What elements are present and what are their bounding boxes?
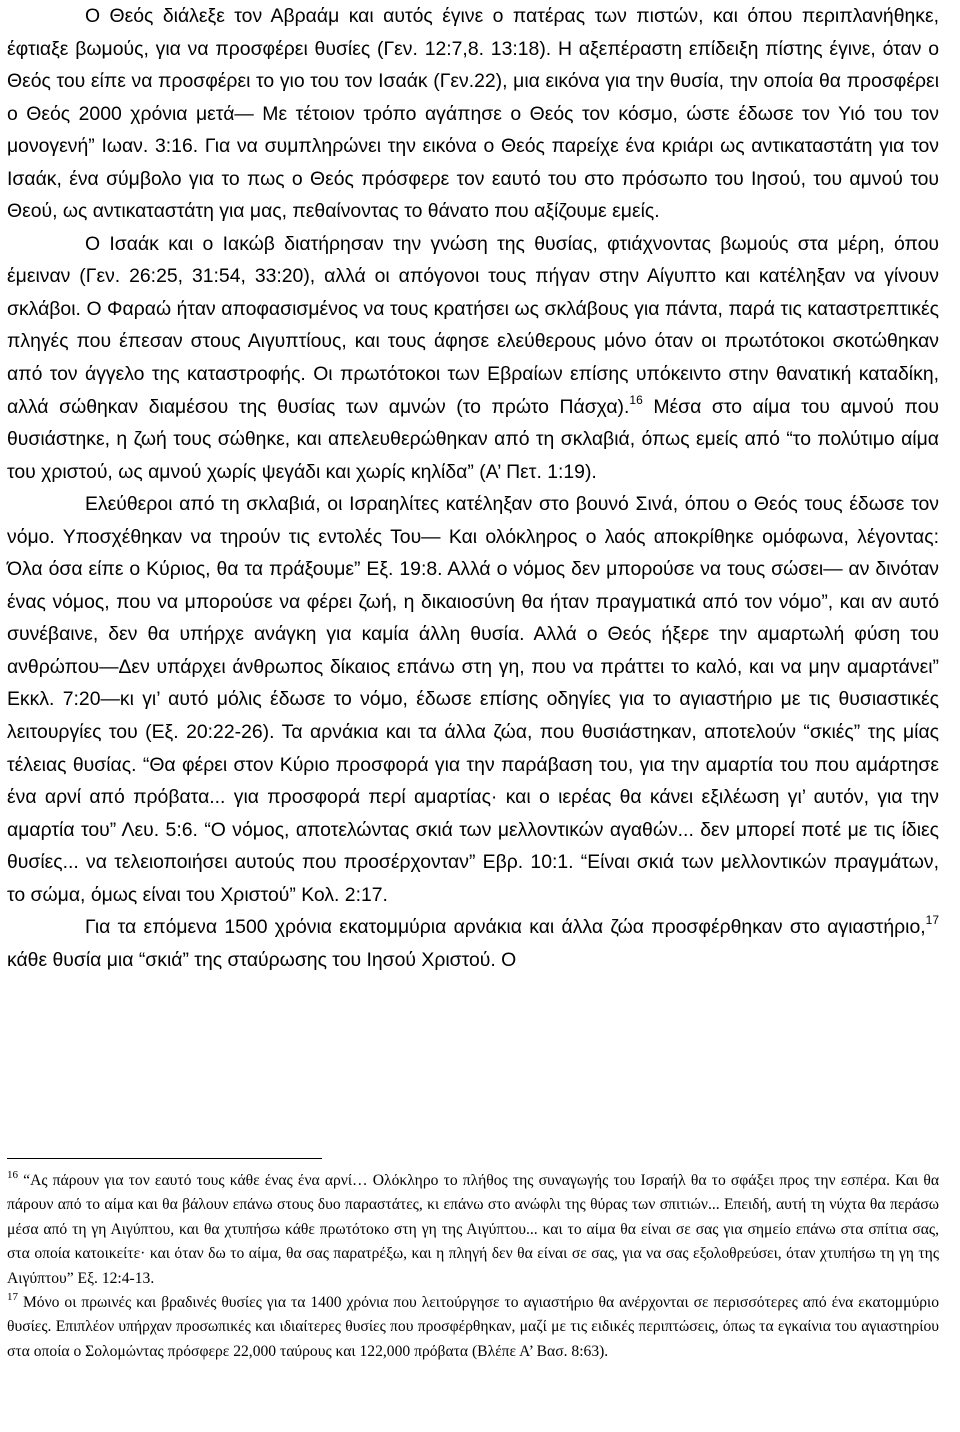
footnote-text: Μόνο οι πρωινές και βραδινές θυσίες για τα 1400 χρόνια που λειτούργησε το αγιαστήριο θα ανέρχονται σε περισσότερες από ένα εκατομμύριο θυσίες. Επιπλέον υπήρχαν προσωπικές και ιδιαίτερες θυσίες που προσφέρθηκαν, μαζί με τις ειδικές περιπτώσεις, όπως τα εγκαίνια του αγιαστηρίου στα οποία ο Σολομώντας πρόσφερε 22,000 ταύρους και 122,000 πρόβατα (Βλέπε Α’ Βασ. 8:63). bbox=[7, 1294, 939, 1360]
footnote-text: “Ας πάρουν για τον εαυτό τους κάθε ένας ένα αρνί… Ολόκληρο το πλήθος της συναγωγής του Ισραήλ θα το σφάξει προς την εσπέρα. Και θα πάρουν από το αίμα και θα βάλουν επάνω στους δυο παραστάτες, κι επάνω στο ανώφλι της θύρας των σπιτιών... Επειδή, αυτή τη νύχτα θα περάσω μέσα από τη γη Αιγύπτου, και θα χτυπήσω κάθε πρωτότοκο στη γη της Αιγύπτου... και το αίμα θα είναι σε σας για σημείο επάνω στα σπίτια σας, στα οποία κατοικείτε· και όταν δω το αίμα, θα σας παρατρέξω, και η πληγή δεν θα είναι σε σας, για να σας εξολοθρεύσει, όταν χτυπήσω τη γη της Αιγύπτου” Εξ. 12:4-13. bbox=[7, 1172, 939, 1287]
document-page bbox=[7, 0, 939, 976]
footnote-17 bbox=[7, 1291, 939, 1364]
paragraph-isaac-jacob bbox=[7, 228, 939, 488]
paragraph-1500-years bbox=[7, 911, 939, 976]
footnote-number: 17 bbox=[7, 1291, 18, 1304]
paragraph-text: κάθε θυσία μια “σκιά” της σταύρωσης του Ιησού Χριστού. Ο bbox=[7, 948, 517, 971]
footnote-16 bbox=[7, 1169, 939, 1291]
paragraph-text: Ο Ισαάκ και ο Ιακώβ διατήρησαν την γνώση της θυσίας, φτιάχνοντας βωμούς στα μέρη, όπου έμειναν (Γεν. 26:25, 31:54, 33:20), αλλά οι απόγονοι τους πήγαν στην Αίγυπτο και κατέληξαν να γίνουν σκλάβοι. Ο Φαραώ ήταν αποφασισμένος να τους κρατήσει ως σκλάβους για πάντα, παρά τις καταστρεπτικές πληγές που έπεσαν στους Αιγυπτίους, και τους άφησε ελεύθερους μόνο όταν οι πρωτότοκοι σκοτώθηκαν από τον άγγελο της καταστροφής. Οι πρωτότοκοι των Εβραίων επίσης υπόκειντο στην θανατική καταδίκη, αλλά σώθηκαν διαμέσου της θυσίας των αμνών (το πρώτο Πάσχα). bbox=[7, 232, 939, 418]
paragraph-abraham bbox=[7, 0, 939, 228]
footnote-number: 16 bbox=[7, 1169, 18, 1181]
paragraph-text: Μέσα στο αίμα του αμνού που θυσιάστηκε, η ζωή τους σώθηκε, και απελευθερώθηκαν από τη σκλαβιά, όπως εμείς από “το πολύτιμο αίμα του χριστού, ως αμνού χωρίς ψεγάδι και χωρίς κηλίδα” (Α’ Πετ. 1:19). bbox=[7, 395, 939, 483]
paragraph-text: Ελεύθεροι από τη σκλαβιά, οι Ισραηλίτες κατέληξαν στο βουνό Σινά, όπου ο Θεός τους έδωσε τον νόμο. Υποσχέθηκαν να τηρούν τις εντολές Του— Και ολόκληρος ο λαός αποκρίθηκε ομόφωνα, λέγοντας: Όλα όσα είπε ο Κύριος, θα τα πράξουμε” Εξ. 19:8. Αλλά ο νόμος δεν μπορούσε να τους σώσει— αν δινόταν ένας νόμος, που να μπορούσε να φέρει ζωή, η δικαιοσύνη θα ήταν πραγματικά από τον νόμο”, και αν αυτό συνέβαινε, δεν θα υπήρχε ανάγκη για καμία άλλη θυσία. Αλλά ο Θεός ήξερε την αμαρτωλή φύση του ανθρώπου—Δεν υπάρχει άνθρωπος δίκαιος επάνω στη γη, που να πράττει το καλό, και να μην αμαρτάνει” Εκκλ. 7:20—κι γι’ αυτό μόλις έδωσε το νόμο, έδωσε επίσης οδηγίες για το αγιαστήριο με τις θυσιαστικές λειτουργίες του (Εξ. 20:22-26). Τα αρνάκια και τα άλλα ζώα, που θυσιάστηκαν, αποτελούν “σκιές” της μίας τέλειας θυσίας. “Θα φέρει στον Κύριο προσφορά για την παράβαση του, για την αμαρτία του που αμάρτησε ένα αρνί από πρόβατα... για προσφορά περί αμαρτίας· και ο ιερέας θα κάνει εξιλέωση γι’ αυτόν, για την αμαρτία του” Λευ. 5:6. “Ο νόμος, αποτελώντας σκιά των μελλοντικών αγαθών... δεν μπορεί ποτέ με τις ίδιες θυσίες... να τελειοποιήσει αυτούς που προσέρχονταν” Εβρ. 10:1. “Είναι σκιά των μελλοντικών πραγμάτων, το σώμα, όμως είναι του Χριστού” Κολ. 2:17. bbox=[7, 493, 939, 906]
footnote-ref-16[interactable]: 16 bbox=[629, 392, 643, 407]
footnote-ref-17[interactable]: 17 bbox=[925, 913, 939, 928]
footnotes-section bbox=[7, 1158, 939, 1364]
footnote-separator bbox=[7, 1158, 322, 1159]
paragraph-sinai-law bbox=[7, 488, 939, 911]
paragraph-text: Ο Θεός διάλεξε τον Αβραάμ και αυτός έγινε ο πατέρας των πιστών, και όπου περιπλανήθηκε, έφτιαξε βωμούς, για να προσφέρει θυσίες (Γεν. 12:7,8. 13:18). Η αξεπέραστη επίδειξη πίστης έγινε, όταν ο Θεός του είπε να προσφέρει το γιο του τον Ισαάκ (Γεν.22), μια εικόνα για την θυσία, την οποία θα προσφέρει ο Θεός 2000 χρόνια μετά— Με τέτοιον τρόπο αγάπησε ο Θεός τον κόσμο, ώστε έδωσε τον Υιό του τον μονογενή” Ιωαν. 3:16. Για να συμπληρώνει την εικόνα ο Θεός παρείχε ένα κριάρι ως αντικαταστάτη για τον Ισαάκ, ένα σύμβολο για το πως ο Θεός πρόσφερε τον εαυτό του στο πρόσωπο του Ιησού, του αμνού του Θεού, ως αντικαταστάτη για μας, πεθαίνοντας το θάνατο που αξίζουμε εμείς. bbox=[7, 5, 939, 223]
paragraph-text: Για τα επόμενα 1500 χρόνια εκατομμύρια αρνάκια και άλλα ζώα προσφέρθηκαν στο αγιαστήριο, bbox=[85, 916, 926, 939]
